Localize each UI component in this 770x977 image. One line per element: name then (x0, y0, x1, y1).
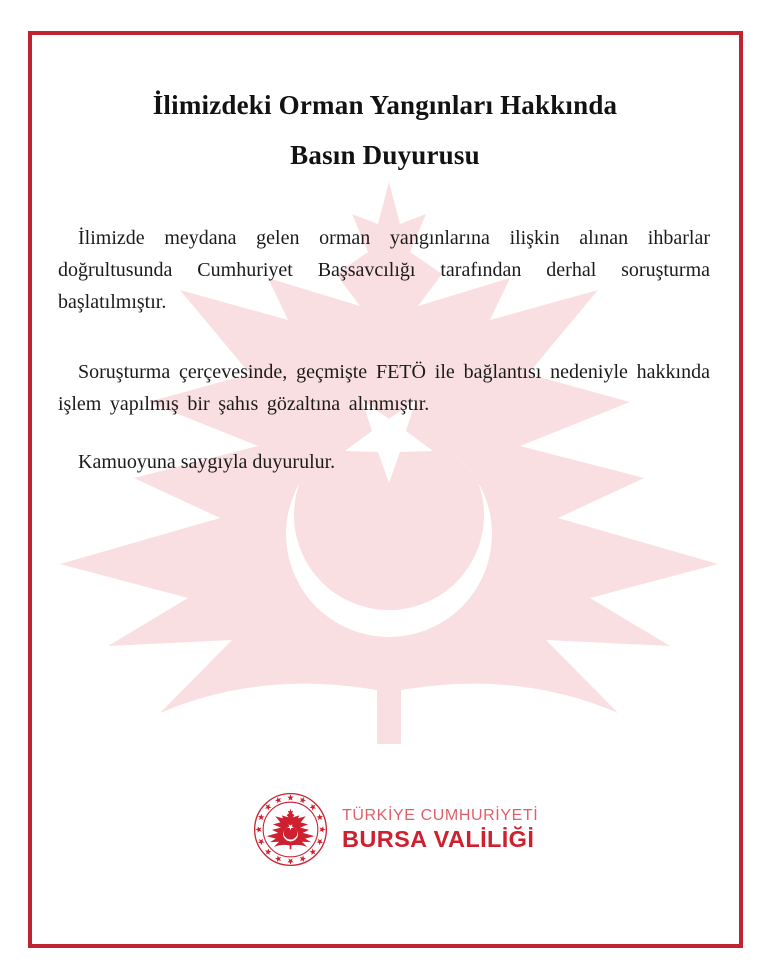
paragraph-3: Kamuoyuna saygıyla duyurulur. (78, 451, 336, 473)
footer-logo-text (342, 807, 538, 853)
title-line-2: Basın Duyurusu (290, 140, 480, 170)
paragraph-1: İlimizde meydana gelen orman yangınlarına ilişkin alınan ihbarlar doğrultusunda Cumhuriyet Başsavcılığı tarafından derhal soruşturma başlatılmıştır. (58, 227, 710, 313)
governorship-emblem-icon (252, 791, 329, 868)
page-title (45, 80, 725, 180)
title-line-1: İlimizdeki Orman Yangınları Hakkında (152, 90, 618, 120)
footer-logo (252, 791, 538, 868)
document-body (0, 80, 770, 478)
logo-organization-name: BURSA VALİLİĞİ (342, 825, 535, 852)
paragraph-2: Soruşturma çerçevesinde, geçmişte FETÖ ile bağlantısı nedeniyle hakkında işlem yapılmış bir şahıs gözaltına alınmıştır. (58, 361, 710, 415)
logo-country-name: TÜRKİYE CUMHURİYETİ (342, 806, 539, 824)
